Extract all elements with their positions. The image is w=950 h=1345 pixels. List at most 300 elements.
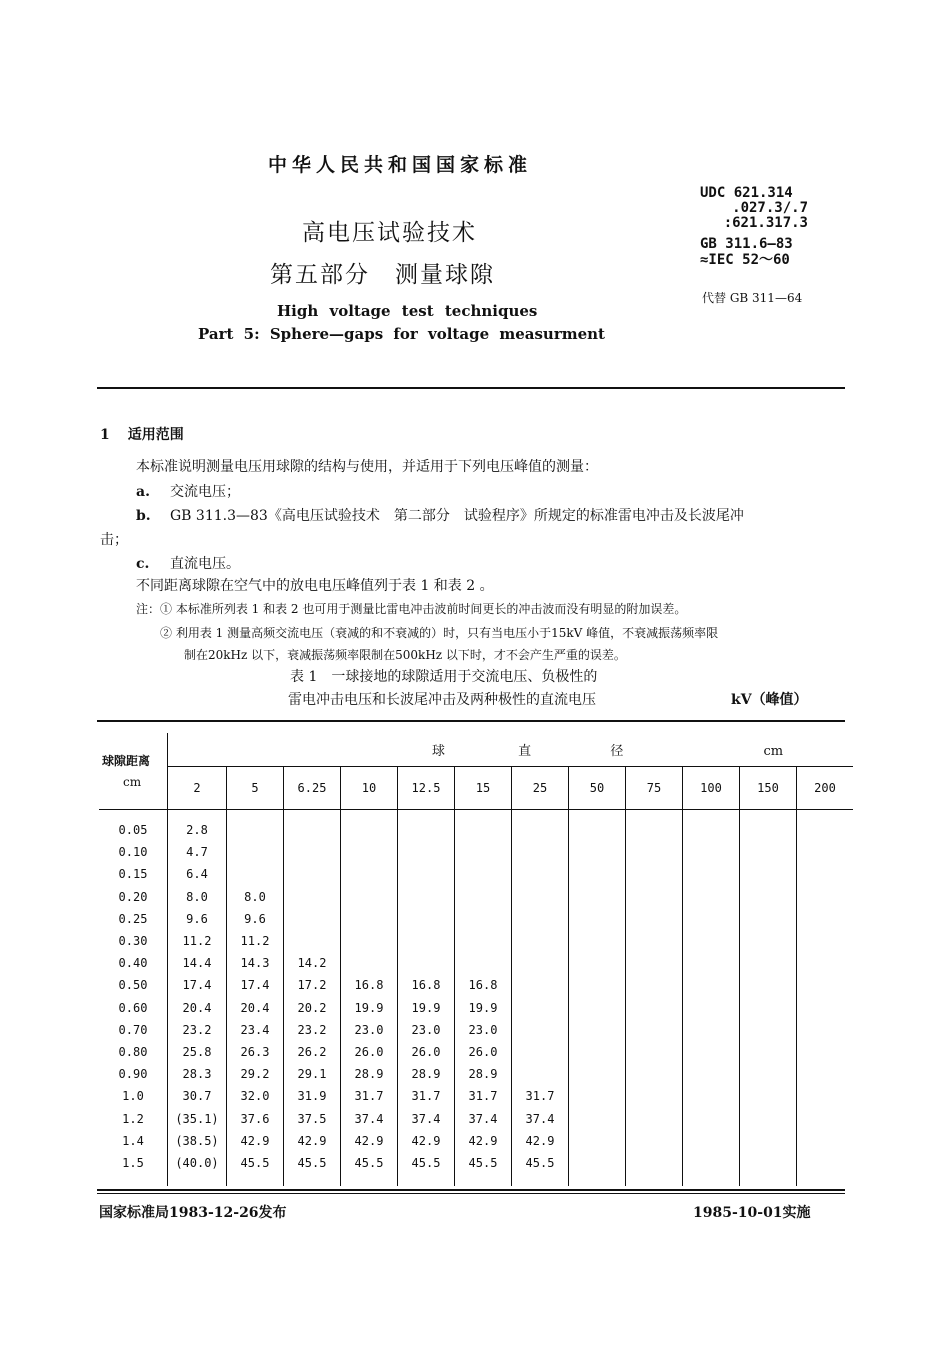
voltage-cell: 19.9 (398, 997, 455, 1019)
voltage-cell (797, 952, 854, 974)
voltage-cell: 11.2 (168, 930, 227, 952)
voltage-cell: 30.7 (168, 1085, 227, 1107)
voltage-cell (569, 1063, 626, 1085)
gap-distance-cell: 1.4 (122, 1133, 144, 1148)
voltage-cell: 23.2 (284, 1019, 341, 1041)
voltage-cell: 9.6 (168, 908, 227, 930)
voltage-cell (740, 819, 797, 841)
discharge-voltage-table (99, 733, 853, 1186)
table-row (99, 908, 853, 930)
voltage-cell: 31.7 (398, 1085, 455, 1107)
voltage-cell (398, 886, 455, 908)
table-spacer-row (99, 809, 853, 819)
table-padding-row (99, 1174, 853, 1186)
voltage-cell (569, 863, 626, 885)
table-row (99, 1063, 853, 1085)
diameter-header-row (99, 766, 853, 809)
table-row (99, 952, 853, 974)
voltage-cell: 42.9 (398, 1130, 455, 1152)
voltage-cell: 25.8 (168, 1041, 227, 1063)
gap-distance-cell: 0.25 (118, 911, 148, 926)
voltage-cell (740, 974, 797, 996)
table-row (99, 997, 853, 1019)
voltage-cell: 20.2 (284, 997, 341, 1019)
voltage-cell (341, 952, 398, 974)
group-header-char: 径 (610, 743, 624, 759)
voltage-cell: 16.8 (455, 974, 512, 996)
voltage-cell: 23.4 (227, 1019, 284, 1041)
diameter-header-cell: 150 (740, 766, 797, 809)
voltage-cell (797, 886, 854, 908)
voltage-cell: 37.4 (398, 1107, 455, 1129)
note-2-continued: 制在20kHz 以下，衰减振荡频率限制在500kHz 以下时，才不会产生严重的误差。 (184, 648, 626, 662)
voltage-cell (569, 1041, 626, 1063)
row-header-unit: cm (123, 775, 142, 790)
gap-distance-cell: 0.40 (118, 956, 148, 971)
list-text: GB 311.3—83《高电压试验技术 第二部分 试验程序》所规定的标准雷电冲击及长波尾冲 (170, 508, 744, 524)
voltage-cell: 45.5 (455, 1152, 512, 1174)
spacer-cell (227, 809, 284, 819)
voltage-cell (626, 952, 683, 974)
gap-distance-cell: 1.2 (122, 1111, 144, 1126)
voltage-cell (740, 1107, 797, 1129)
document-subtitle-cn: 第五部分 测量球隙 (270, 262, 495, 288)
voltage-cell (512, 1019, 569, 1041)
voltage-cell (512, 841, 569, 863)
voltage-cell (569, 841, 626, 863)
list-label: c. (136, 556, 150, 572)
spacer-cell (398, 809, 455, 819)
voltage-cell: 8.0 (168, 886, 227, 908)
iec-equivalence: ≈IEC 52～60 (700, 252, 790, 268)
voltage-cell (683, 863, 740, 885)
voltage-cell (797, 908, 854, 930)
diameter-header-cell: 75 (626, 766, 683, 809)
voltage-cell: 19.9 (341, 997, 398, 1019)
voltage-cell (455, 930, 512, 952)
voltage-cell (740, 908, 797, 930)
spacer-cell (569, 809, 626, 819)
voltage-cell (683, 1152, 740, 1174)
voltage-cell: (35.1) (168, 1107, 227, 1129)
voltage-cell: 32.0 (227, 1085, 284, 1107)
list-text: 直流电压。 (170, 556, 240, 572)
voltage-cell (683, 974, 740, 996)
voltage-cell (284, 930, 341, 952)
voltage-cell (512, 974, 569, 996)
voltage-cell (626, 930, 683, 952)
voltage-cell (455, 863, 512, 885)
tables-reference: 不同距离球隙在空气中的放电电压峰值列于表 1 和表 2 。 (136, 578, 494, 594)
voltage-cell (227, 841, 284, 863)
spacer-cell (626, 809, 683, 819)
gap-distance-cell: 0.10 (118, 845, 148, 860)
voltage-cell (569, 1130, 626, 1152)
section-number: 1 (100, 427, 110, 443)
voltage-cell (569, 1107, 626, 1129)
voltage-cell (341, 863, 398, 885)
voltage-cell (797, 930, 854, 952)
voltage-cell: 37.5 (284, 1107, 341, 1129)
voltage-cell (626, 863, 683, 885)
voltage-cell: 17.2 (284, 974, 341, 996)
voltage-cell (626, 997, 683, 1019)
table-row (99, 886, 853, 908)
voltage-cell: 28.9 (455, 1063, 512, 1085)
padding-cell (168, 1174, 227, 1186)
table-row (99, 930, 853, 952)
row-header-cell (99, 733, 168, 809)
gap-distance-cell: 0.05 (118, 823, 148, 838)
gb-standard-number (700, 236, 793, 268)
voltage-cell (512, 997, 569, 1019)
voltage-cell: 6.4 (168, 863, 227, 885)
voltage-cell (455, 841, 512, 863)
spacer-cell (740, 809, 797, 819)
document-title-en: High voltage test techniques (277, 302, 538, 320)
gap-distance-cell: 0.15 (118, 867, 148, 882)
group-header-char: 直 (518, 743, 532, 759)
voltage-cell (398, 908, 455, 930)
gap-distance-cell: 0.70 (118, 1022, 148, 1037)
voltage-cell (626, 974, 683, 996)
voltage-cell (797, 1063, 854, 1085)
voltage-cell (626, 886, 683, 908)
voltage-cell (341, 819, 398, 841)
voltage-cell (284, 819, 341, 841)
voltage-cell (683, 1107, 740, 1129)
voltage-cell: 45.5 (398, 1152, 455, 1174)
diameter-header-cell: 12.5 (398, 766, 455, 809)
voltage-cell: 42.9 (455, 1130, 512, 1152)
voltage-cell: 2.8 (168, 819, 227, 841)
voltage-cell (341, 841, 398, 863)
voltage-cell (740, 952, 797, 974)
list-label: b. (136, 508, 151, 524)
gap-distance-cell: 0.30 (118, 934, 148, 949)
voltage-cell (341, 908, 398, 930)
voltage-cell (512, 886, 569, 908)
voltage-cell (797, 1041, 854, 1063)
voltage-cell (227, 819, 284, 841)
table-row (99, 841, 853, 863)
voltage-cell: 42.9 (512, 1130, 569, 1152)
header-divider (97, 387, 845, 389)
padding-cell (797, 1174, 854, 1186)
padding-cell (99, 1174, 168, 1186)
padding-cell (455, 1174, 512, 1186)
padding-cell (569, 1174, 626, 1186)
voltage-cell (683, 1085, 740, 1107)
voltage-cell: 8.0 (227, 886, 284, 908)
voltage-cell (398, 952, 455, 974)
spacer-cell (512, 809, 569, 819)
udc-line: UDC 621.314 (700, 185, 793, 201)
diameter-header-cell: 15 (455, 766, 512, 809)
gap-distance-cell: 0.50 (118, 978, 148, 993)
gap-distance-cell: 1.5 (122, 1155, 144, 1170)
spacer-cell (455, 809, 512, 819)
udc-classification (700, 186, 808, 231)
voltage-cell: 29.2 (227, 1063, 284, 1085)
voltage-cell: 28.3 (168, 1063, 227, 1085)
table-unit: kV（峰值） (731, 692, 808, 708)
voltage-cell: 28.9 (398, 1063, 455, 1085)
voltage-cell (626, 1019, 683, 1041)
udc-line: .027.3/.7 (732, 200, 808, 216)
padding-cell (398, 1174, 455, 1186)
group-header-char: 球 (432, 743, 446, 759)
section-title: 适用范围 (127, 427, 184, 443)
table-caption: 表 1 一球接地的球隙适用于交流电压、负极性的 (290, 669, 598, 685)
voltage-cell: 37.4 (512, 1107, 569, 1129)
voltage-cell (512, 930, 569, 952)
spacer-cell (99, 809, 168, 819)
voltage-cell (569, 1152, 626, 1174)
diameter-header-cell: 50 (569, 766, 626, 809)
voltage-cell (797, 819, 854, 841)
voltage-cell (512, 1041, 569, 1063)
udc-line: :621.317.3 (723, 215, 808, 231)
table-row (99, 974, 853, 996)
voltage-cell: (38.5) (168, 1130, 227, 1152)
voltage-cell (626, 1041, 683, 1063)
voltage-cell: 26.0 (455, 1041, 512, 1063)
voltage-cell: 11.2 (227, 930, 284, 952)
diameter-header-cell: 5 (227, 766, 284, 809)
voltage-cell: 26.0 (398, 1041, 455, 1063)
diameter-group-header (168, 733, 854, 766)
gap-distance-cell: 0.20 (118, 889, 148, 904)
voltage-cell: 31.7 (455, 1085, 512, 1107)
voltage-cell (626, 1152, 683, 1174)
list-label: a. (136, 484, 150, 500)
voltage-cell (512, 819, 569, 841)
voltage-cell (398, 930, 455, 952)
voltage-cell: 37.6 (227, 1107, 284, 1129)
voltage-cell: 17.4 (227, 974, 284, 996)
voltage-cell: 45.5 (512, 1152, 569, 1174)
voltage-cell (569, 930, 626, 952)
voltage-cell (683, 841, 740, 863)
voltage-cell (341, 930, 398, 952)
voltage-cell (626, 819, 683, 841)
voltage-cell: 42.9 (284, 1130, 341, 1152)
voltage-cell: 28.9 (341, 1063, 398, 1085)
spacer-cell (797, 809, 854, 819)
voltage-cell (341, 886, 398, 908)
voltage-cell (683, 997, 740, 1019)
voltage-cell (626, 908, 683, 930)
voltage-cell (512, 908, 569, 930)
voltage-cell (740, 886, 797, 908)
spacer-cell (168, 809, 227, 819)
voltage-cell (626, 1130, 683, 1152)
voltage-cell (740, 1019, 797, 1041)
voltage-cell: 14.3 (227, 952, 284, 974)
list-item-b-continued: 击； (100, 532, 128, 548)
voltage-cell (740, 1041, 797, 1063)
padding-cell (626, 1174, 683, 1186)
voltage-cell (227, 863, 284, 885)
group-header-unit: cm (763, 743, 784, 759)
voltage-cell (512, 863, 569, 885)
voltage-cell (455, 908, 512, 930)
voltage-cell (683, 1130, 740, 1152)
row-header-label: 球隙距离 (102, 754, 151, 769)
voltage-cell (284, 863, 341, 885)
voltage-cell (797, 1019, 854, 1041)
diameter-header-cell: 6.25 (284, 766, 341, 809)
voltage-cell: 31.7 (341, 1085, 398, 1107)
voltage-cell: 42.9 (227, 1130, 284, 1152)
list-text: 交流电压； (170, 484, 240, 500)
voltage-cell: 26.3 (227, 1041, 284, 1063)
voltage-cell (569, 886, 626, 908)
table-row (99, 1041, 853, 1063)
spacer-cell (284, 809, 341, 819)
voltage-cell (398, 863, 455, 885)
section-heading (100, 424, 202, 444)
voltage-cell: 16.8 (398, 974, 455, 996)
voltage-cell (740, 1063, 797, 1085)
voltage-cell: 20.4 (168, 997, 227, 1019)
voltage-cell (740, 1152, 797, 1174)
voltage-cell (797, 841, 854, 863)
list-item-a (136, 481, 240, 501)
voltage-cell (740, 997, 797, 1019)
voltage-cell: 23.0 (455, 1019, 512, 1041)
voltage-cell (740, 841, 797, 863)
voltage-cell (740, 863, 797, 885)
voltage-cell (569, 908, 626, 930)
voltage-cell: 17.4 (168, 974, 227, 996)
voltage-cell (797, 974, 854, 996)
voltage-cell (398, 841, 455, 863)
voltage-cell (512, 952, 569, 974)
padding-cell (227, 1174, 284, 1186)
table-row (99, 863, 853, 885)
voltage-cell: 16.8 (341, 974, 398, 996)
diameter-header-cell: 25 (512, 766, 569, 809)
voltage-cell: 31.9 (284, 1085, 341, 1107)
padding-cell (284, 1174, 341, 1186)
voltage-cell (569, 1085, 626, 1107)
voltage-cell: 14.2 (284, 952, 341, 974)
diameter-header-cell: 100 (683, 766, 740, 809)
voltage-cell (683, 819, 740, 841)
voltage-cell: 23.0 (398, 1019, 455, 1041)
voltage-cell: 37.4 (341, 1107, 398, 1129)
voltage-cell: 20.4 (227, 997, 284, 1019)
voltage-cell: 26.0 (341, 1041, 398, 1063)
diameter-header-cell: 10 (341, 766, 398, 809)
table-row (99, 819, 853, 841)
voltage-cell (626, 1085, 683, 1107)
voltage-cell (797, 1152, 854, 1174)
document-subtitle-en: Part 5: Sphere—gaps for voltage measurment (198, 325, 605, 343)
voltage-cell (626, 1107, 683, 1129)
voltage-cell (569, 997, 626, 1019)
voltage-cell: 19.9 (455, 997, 512, 1019)
voltage-cell (740, 1085, 797, 1107)
voltage-cell (683, 1041, 740, 1063)
note-text: ① 本标准所列表 1 和表 2 也可用于测量比雷电冲击波前时间更长的冲击波而没有明显的附加误差。 (160, 602, 687, 616)
voltage-cell: 45.5 (227, 1152, 284, 1174)
spacer-cell (683, 809, 740, 819)
voltage-cell (284, 841, 341, 863)
padding-cell (341, 1174, 398, 1186)
voltage-cell: 23.0 (341, 1019, 398, 1041)
document-title-cn: 高电压试验技术 (302, 220, 477, 246)
voltage-cell: 37.4 (455, 1107, 512, 1129)
table-top-rule (97, 720, 845, 722)
voltage-cell: 45.5 (341, 1152, 398, 1174)
replaces-standard: 代替 GB 311—64 (702, 291, 803, 305)
spacer-cell (341, 809, 398, 819)
voltage-cell (797, 997, 854, 1019)
voltage-cell (740, 1130, 797, 1152)
note-label: 注： (136, 602, 161, 616)
voltage-cell: 29.1 (284, 1063, 341, 1085)
voltage-cell (512, 1063, 569, 1085)
voltage-cell (284, 908, 341, 930)
gap-distance-cell: 1.0 (122, 1089, 144, 1104)
table-row (99, 1152, 853, 1174)
gap-distance-cell: 0.80 (118, 1044, 148, 1059)
table-bottom-rule-thin (97, 1193, 845, 1194)
voltage-cell (683, 1063, 740, 1085)
voltage-cell: 42.9 (341, 1130, 398, 1152)
padding-cell (740, 1174, 797, 1186)
list-item-c (136, 553, 240, 573)
voltage-cell (398, 819, 455, 841)
voltage-cell: 31.7 (512, 1085, 569, 1107)
table-row (99, 1019, 853, 1041)
table-row (99, 1107, 853, 1129)
gap-distance-cell: 0.90 (118, 1067, 148, 1082)
voltage-cell (797, 863, 854, 885)
voltage-cell (455, 819, 512, 841)
voltage-cell: (40.0) (168, 1152, 227, 1174)
voltage-cell (626, 841, 683, 863)
gap-distance-cell: 0.60 (118, 1000, 148, 1015)
voltage-cell (683, 1019, 740, 1041)
note-1 (136, 600, 686, 617)
voltage-cell (626, 1063, 683, 1085)
voltage-cell (797, 1085, 854, 1107)
voltage-cell (683, 930, 740, 952)
voltage-cell: 4.7 (168, 841, 227, 863)
national-standard-heading: 中华人民共和国国家标准 (268, 154, 533, 176)
voltage-cell: 23.2 (168, 1019, 227, 1041)
padding-cell (512, 1174, 569, 1186)
padding-cell (683, 1174, 740, 1186)
voltage-cell (455, 952, 512, 974)
voltage-cell (683, 952, 740, 974)
voltage-cell: 14.4 (168, 952, 227, 974)
section-intro: 本标准说明测量电压用球隙的结构与使用，并适用于下列电压峰值的测量： (136, 459, 598, 475)
voltage-cell (455, 886, 512, 908)
diameter-header-cell: 200 (797, 766, 854, 809)
voltage-cell (284, 886, 341, 908)
voltage-cell: 26.2 (284, 1041, 341, 1063)
voltage-cell (797, 1130, 854, 1152)
voltage-cell: 9.6 (227, 908, 284, 930)
table-caption-line2: 雷电冲击电压和长波尾冲击及两种极性的直流电压 (288, 692, 596, 708)
voltage-cell (797, 1107, 854, 1129)
list-item-b (136, 505, 744, 525)
